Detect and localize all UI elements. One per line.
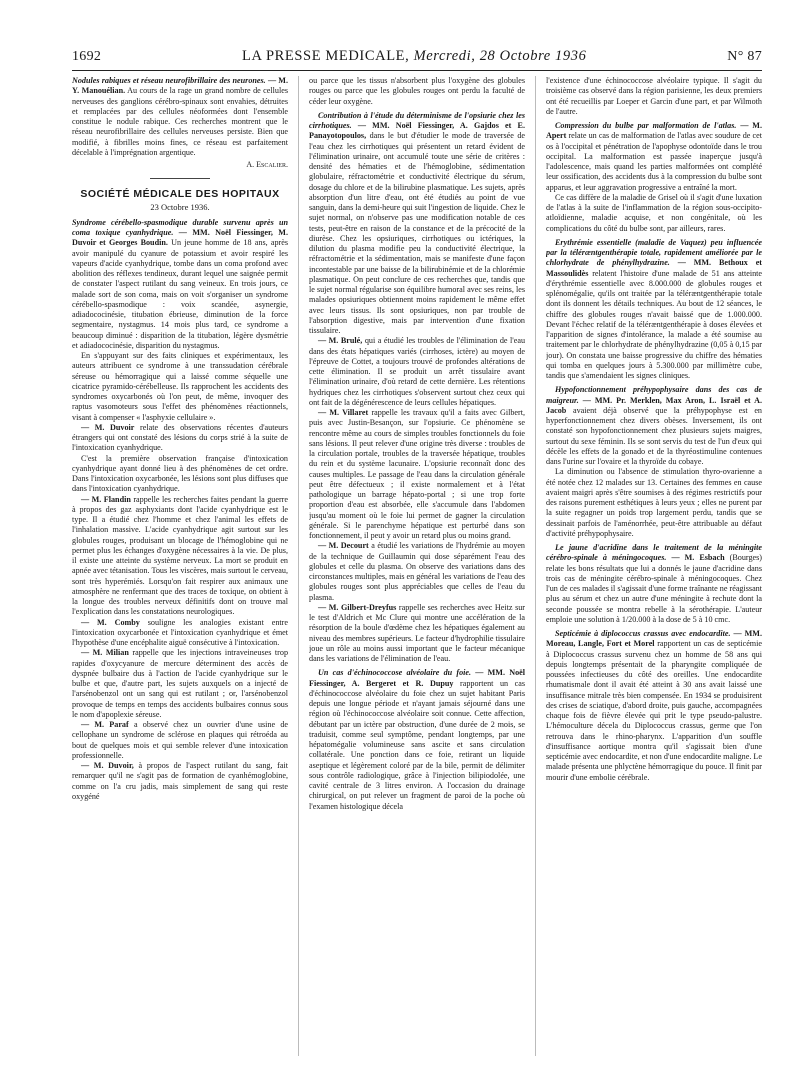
signature: A. Escalier. (246, 160, 288, 169)
paragraph: — M. Gilbert-Dreyfus rappelle ses recherches avec Heitz sur le test d'Aldrich et Mc Clure qui montre une accélération de la résorption de la boule d'œdème chez les hépatiques également au niveau des membres supérieurs. Le facteur d'hydrophilie tissulaire joue un rôle au moins aussi important que le facteur mécanique dans les variations de l'élimination de l'eau. (309, 602, 525, 663)
paragraph: — M. Milian rappelle que les injections intraveineuses trop rapides d'oxycyanure de mercure déterminent des accès de dyspnée bulbaire dus à l'action de l'acide cyanhydrique sur le bulbe et que, d'autre part, les sujets auxquels on a injecté de l'arsénobenzol ont un sang qui est rutilant ; or, l'arsénobenzol provoque de temps en temps des accidents bulbaires connus sous le nom d'apoplexie séreuse. (72, 648, 288, 719)
paragraph: — M. Duvoir, à propos de l'aspect rutilant du sang, fait remarquer qu'il ne s'agit pas de formation de cyanhémoglobine, comme on l'a cru jadis, mais simplement de sang qui reste oxygéné (72, 761, 288, 801)
paragraph: Ce cas diffère de la maladie de Grisel où il s'agit d'une luxation de l'atlas à la suite de l'inflammation de la région sous-occipito-atloïdienne, maladie acquise, et non congénitale, où les complications du côté du bulbe sont, par ailleurs, rares. (546, 192, 762, 233)
article-acridine: Le jaune d'acridine dans le traitement de la méningite cérébro-spinale à méningocoques. — M. Esbach (Bourges) relate les bons résultats que lui a donnés le jaune d'acridine dans trois cas de méningite cérébro-spinale à méningocoques. Chez l'un de ces malades il s'agissait d'une forme traînante ne réagissant plus au sérum et chez un autre d'une méningite à rechute dont la seconde poussée se montra rebelle à la sérothérapie. L'auteur emploie une solution à 1/20.000 à la dose de 5 à 10 cmc. (546, 543, 762, 624)
article-atlas: Compression du bulbe par malformation de l'atlas. — M. Apert relate un cas de malformation de l'atlas avec soudure de cet os à l'occipital et pénétration de l'apophyse odontoïde dans le trou occipital. La malformation est passée inaperçue jusqu'à l'adolescence, mais quand les parties malformées ont complété leur ossification, des accidents dus à la compression du bulbe sont apparus, et leur aggravation progressive a entraîné la mort. (546, 121, 762, 192)
column-rule (535, 76, 536, 1056)
paragraph: La diminution ou l'absence de stimulation thyro-ovarienne a été notée chez 12 malades sur 13. Certaines des femmes en cause avaient maigri après s'être soumises à des régimes restrictifs pour des raisons purement esthétiques à leurs yeux ; elles ne purent par la suite regagner un poids trop largement perdu, tandis que se dessinait parfois de l'aménorrhée, peut-être attribuable au défaut d'activité préhypophysaire. (546, 467, 762, 538)
paragraph: — M. Duvoir relate des observations récentes d'auteurs étrangers qui ont constaté des lésions du corps strié à la suite de l'intoxication cyanhydrique. (72, 422, 288, 453)
paragraph: — M. Flandin rappelle les recherches faites pendant la guerre à propos des gaz asphyxiants dont l'acide cyanhydrique est le type. Il a étudié chez l'homme et chez l'animal les effets de l'inhalation massive. L'acide cyanhydrique agit surtout sur les globules rouges, produisant un blocage de l'hémoglobine qui ne permet plus les échanges d'oxygène nécessaires à la vie. De plus, il existe une atteinte du système nerveux. La mort se produit en apnée avec tétanisation. Tous les viscères, mais surtout le cerveau, sont très hyperémiés. Lorsqu'on fait respirer aux animaux une atmosphère ne renfermant que des traces de toxique, on obtient à la longue des troubles nerveux définitifs dont on trouve mal l'explication dans les constatations neurologiques. (72, 494, 288, 617)
paragraph: — M. Paraf a observé chez un ouvrier d'une usine de cellophane un syndrome de sclérose en plaques qui rétroéda au bout de quelques mois et qui semble relever d'une intoxication professionnelle. (72, 720, 288, 760)
paragraph: — M. Villaret rappelle les travaux qu'il a faits avec Gilbert, puis avec Justin-Besançon, sur l'opsiurie. Ce phénomène se rencontre même au cours de simples troubles fonctionnels du foie sans lésions. Il peut relever d'une origine très diverse : troubles de la circulation portale, troubles de la traversée hépatique, troubles du rein et du système lacunaire. L'opsiurie reconnaît donc des causes multiples. Le passage de l'eau dans la circulation générale peut être défectueux ; il existe normalement et à l'état pathologique un barrage hépato-portal ; si une trop forte proportion d'eau est absorbée, elle s'accumule dans l'abdomen jusqu'au moment où le foie lui permet de gagner la circulation générale. Si le parenchyme hépatique est perturbé dans son fonctionnement, il peut y avoir un retard plus ou moins grand. (309, 408, 525, 540)
page-number: 1692 (72, 49, 102, 64)
article-septicemie: Septicémie à diplococcus crassus avec endocardite. — MM. Moreau, Langle, Fort et Morel rapportent un cas de septicémie à Diplococcus crassus survenu chez un homme de 58 ans qui depuis longtemps présentait de la pharyngite compliquée de poussées infectieuses du côté des oreilles. Une endocardite rhumatismale dont il avait été atteint à 30 ans avait laissé une insuffisance mitrale très bien compensée. En 1934 se produisirent des crises de sciatique, d'abord droite, puis gauche, accompagnées chaque fois de fièvre élevée qui prit le type pseudo-palustre. L'hémoculture décela du Diplococcus crassus, germe que l'on retrouva dans le rhino-pharynx. L'apparition d'un souffle d'insuffisance aortique montra qu'il s'agissait bien d'une septicémie avec endocardite, et non d'une endocardite maligne. Le malade présenta une phlyctène hémorragique du pouce. Il finit par mourir d'une embolie cérébrale. (546, 629, 762, 782)
article-erythremie: Erythrémie essentielle (maladie de Vaquez) peu influencée par la téléræntgenthérapie totale, rapidement améliorée par le chlorhydrate de phénylhydrazine. — MM. Bethoux et Massoulidès relatent l'histoire d'une malade de 51 ans atteinte d'érythrémie essentielle avec 8.000.000 de globules rouges et splénomégalie, qu'ils ont traitée par la téléræntgenthérapie totale dont ils donnent les détails techniques. Au bout de 12 séances, le chiffre des globules rouges n'avait baissé que de 1.000.000. Devant l'échec relatif de la téléræntgenthérapie à doses élevées et l'apparition de signes d'intolérance, la malade a été soumise au traitement par le chlorhydrate de phénylhydrazine (0,05 à 0,15 par jour). On constata une baisse progressive du chiffre des hématies qui tomba en quelques jours à 5.300.000 par millimètre cube, tandis que s'amendaient les signes cliniques. (546, 237, 762, 380)
society-date: 23 Octobre 1936. (150, 201, 210, 212)
column-rule (298, 76, 299, 1056)
paragraph: — M. Decourt a étudié les variations de l'hydrémie au moyen de la technique de Guillaumin qui dose séparément l'eau des globules et celle du plasma. On observe des variations dans des circonstances multiples, mais en général les variations de l'eau des globules rouges sont plus appréciables que celles de l'eau du plasma. (309, 541, 525, 602)
paragraph: — M. Brulé, qui a étudié les troubles de l'élimination de l'eau dans des états hépatiques variés (cirrhoses, ictère) au moyen de l'épreuve de Cottet, a toujours trouvé de profondes altérations de cette élimination. Il se produit un arrêt tissulaire avant l'élimination urinaire, d'où retard de cette dernière. Les rétentions hydriques chez les cirrhotiques s'observent surtout chez ceux qui ont fait de la dégénérescence de leurs cellules hépatiques. (309, 336, 525, 407)
article-hypofonctionnement: Hypofonctionnement préhypophysaire dans des cas de maigreur. — MM. Pr. Merklen, Max Aron, L. Israël et A. Jacob avaient déjà observé que la préhypophyse est en hyperfonctionnement chez divers obèses. Inversement, ils ont constaté son hypofonctionnement chez plusieurs sujets maigres, surtout du sexe féminin. Ils se sont servis du test de l'un d'eux qui décèle les effets de la gonado et de la thyréostimuline contenues dans l'urine sur l'ovaire et la thyroïde du cobaye. (546, 385, 762, 466)
issue-number: N° 87 (727, 49, 762, 64)
column-3 (546, 76, 762, 1056)
article-nodules: Nodules rabiques et réseau neurofibrillaire des neurones. — M. Y. Manouélian. Au cours de la rage un grand nombre de cellules nerveuses des ganglions cérébro-spinaux sont envahies, détruites et remplacées par des cellules néoformées dont l'ensemble constitue le nodule rabique. Ces recherches montrent que le réseau neurofibrillaire des cellules nerveuses persiste. Bien que modifié, à fibrilles moins fines, ce réseau est parfaitement décelable à l'imprégnation argentique. (72, 76, 288, 157)
column-2 (309, 76, 525, 1056)
paragraph: En s'appuyant sur des faits cliniques et expérimentaux, les auteurs attribuent ce syndrome à une transsudation cérébrale séreuse ou hémorragique qui a laissé comme séquelle une cicatrice pyramido-cérébelleuse. Ils rapprochent les accidents des syndromes oxycarbonés où l'on peut, de même, invoquer des raptus vasomoteurs sous l'effet des phénomènes réactionnels, visant à compenser « l'asphyxie cellulaire ». (72, 351, 288, 422)
paragraph: — M. Comby souligne les analogies existant entre l'intoxication oxycarbonée et l'intoxication cyanhydrique et émet l'hypothèse d'une encéphalite aiguë consécutive à l'intoxication. (72, 617, 288, 647)
columns (72, 76, 762, 1056)
journal-title: LA PRESSE MEDICALE, Mercredi, 28 Octobre 1936 (242, 48, 587, 64)
section-divider (150, 178, 210, 179)
article-opsiurie: Contribution à l'étude du déterminisme de l'opsiurie chez les cirrhotiques. — MM. Noël Fiessinger, A. Gajdos et E. Panayotopoulos, dans le but d'étudier le mode de traversée de l'eau chez les cirrhotiques qui présentent un retard évident de l'élimination urinaire, ont accumulé toute une série de critères : densité des hématies et de l'hémoglobine, sédimentation globulaire, réfractométrie et conductivité électrique du sérum, dosage du chlore et de la bilirubine plasmatique. Les sujets, après absorption d'un litre d'eau, ont été étudiés au point de vue sanguin, dans la demi-heure qui suit l'ingestion de liquide. Chez le sujet normal, on n'observe pas une modification notable de ces tests, peut-être en raison de la constance et de la précocité de la diurèse. Chez les opsiuriques, cirrhotiques ou ictériques, la dilution du plasma modifie peu la conductivité électrique, la réfractométrie et la sédimentation, mais se manifeste d'une façon incontestable par une baisse de la bilirubinémie et de la chlorémie plasmatique. On peut conclure de ces recherches que, tandis que le sujet normal régularise son équilibre humoral avec ses reins, les malades opsiuriques obtiennent moins rapidement le même effet avec leurs tissus. Ils sont opsiuriques, non par trouble de l'absorption digestive, mais par intervention d'une fixation tissulaire. (309, 110, 525, 335)
paragraph: C'est la première observation française d'intoxication cyanhydrique ayant donné lieu à des phénomènes de cet ordre. Dans l'intoxication oxycarbonée, les lésions sont plus diffuses que dans l'intoxication cyanhydrique. (72, 453, 288, 494)
article-echinococcose: Un cas d'échinococcose alvéolaire du foie. — MM. Noël Fiessinger, A. Bergeret et R. Dupuy rapportent un cas d'échinococcose alvéolaire du foie chez un sujet habitant Paris depuis une longue période et n'ayant jamais séjourné dans une région où l'échinococcose alvéolaire soit connue. Cette affection, débutant par un ictère par obstruction, d'une durée de 2 mois, se traduisit, comme seul symptôme, pendant longtemps, par une hépatomégalie volumineuse sans ascite et sans circulation collatérale. Une ponction dans ce foie, retirant un liquide aseptique et légèrement coloré par de la bile, permit de délimiter sous contrôle radiologique, grâce à l'injection bilipiodolée, une cavité centrale de 3 litres environ. A l'occasion du drainage chirurgical, on put relever un fragment de paroi de la poche où l'examen histologique décela (309, 668, 525, 811)
paragraph: l'existence d'une échinococcose alvéolaire typique. Il s'agit du troisième cas observé dans la région parisienne, les deux premiers ont été recueillis par Loeper et Garcin d'une part, et par Wilmoth de l'autre. (546, 76, 762, 116)
column-1 (72, 76, 288, 1056)
paragraph: ou parce que les tissus n'absorbent plus l'oxygène des globules rouges ou parce que les globules rouges ont perdu la faculté de céder leur oxygène. (309, 76, 525, 106)
header-rule (72, 70, 762, 71)
society-heading: SOCIÉTÉ MÉDICALE DES HOPITAUX (80, 188, 280, 201)
page-header (72, 48, 762, 70)
article-syndrome: Syndrome cérébello-spasmodique durable survenu après un coma toxique cyanhydrique. — MM. Noël Fiessinger, M. Duvoir et Georges Boudin. Un jeune homme de 18 ans, après avoir manipulé du cyanure de potassium et avoir respiré les vapeurs d'acide cyanhydrique, tombe dans un coma profond avec abolition des réflexes tendineux, durant lequel une saignée permit de constater l'aspect rutilant du sang veineux. En trois jours, ce malade sort de son coma, mais on voit s'organiser un syndrome cérébello-spasmodique : voix scandée, asynergie, adiadococinésie, titubation ébrieuse, diminution de la force segmentaire, nystagmus. 14 mois plus tard, ce syndrome a beaucoup diminué : disparition de la titubation, légère dysmétrie et adiadococinésie, disparition du nystagmus. (72, 217, 288, 350)
